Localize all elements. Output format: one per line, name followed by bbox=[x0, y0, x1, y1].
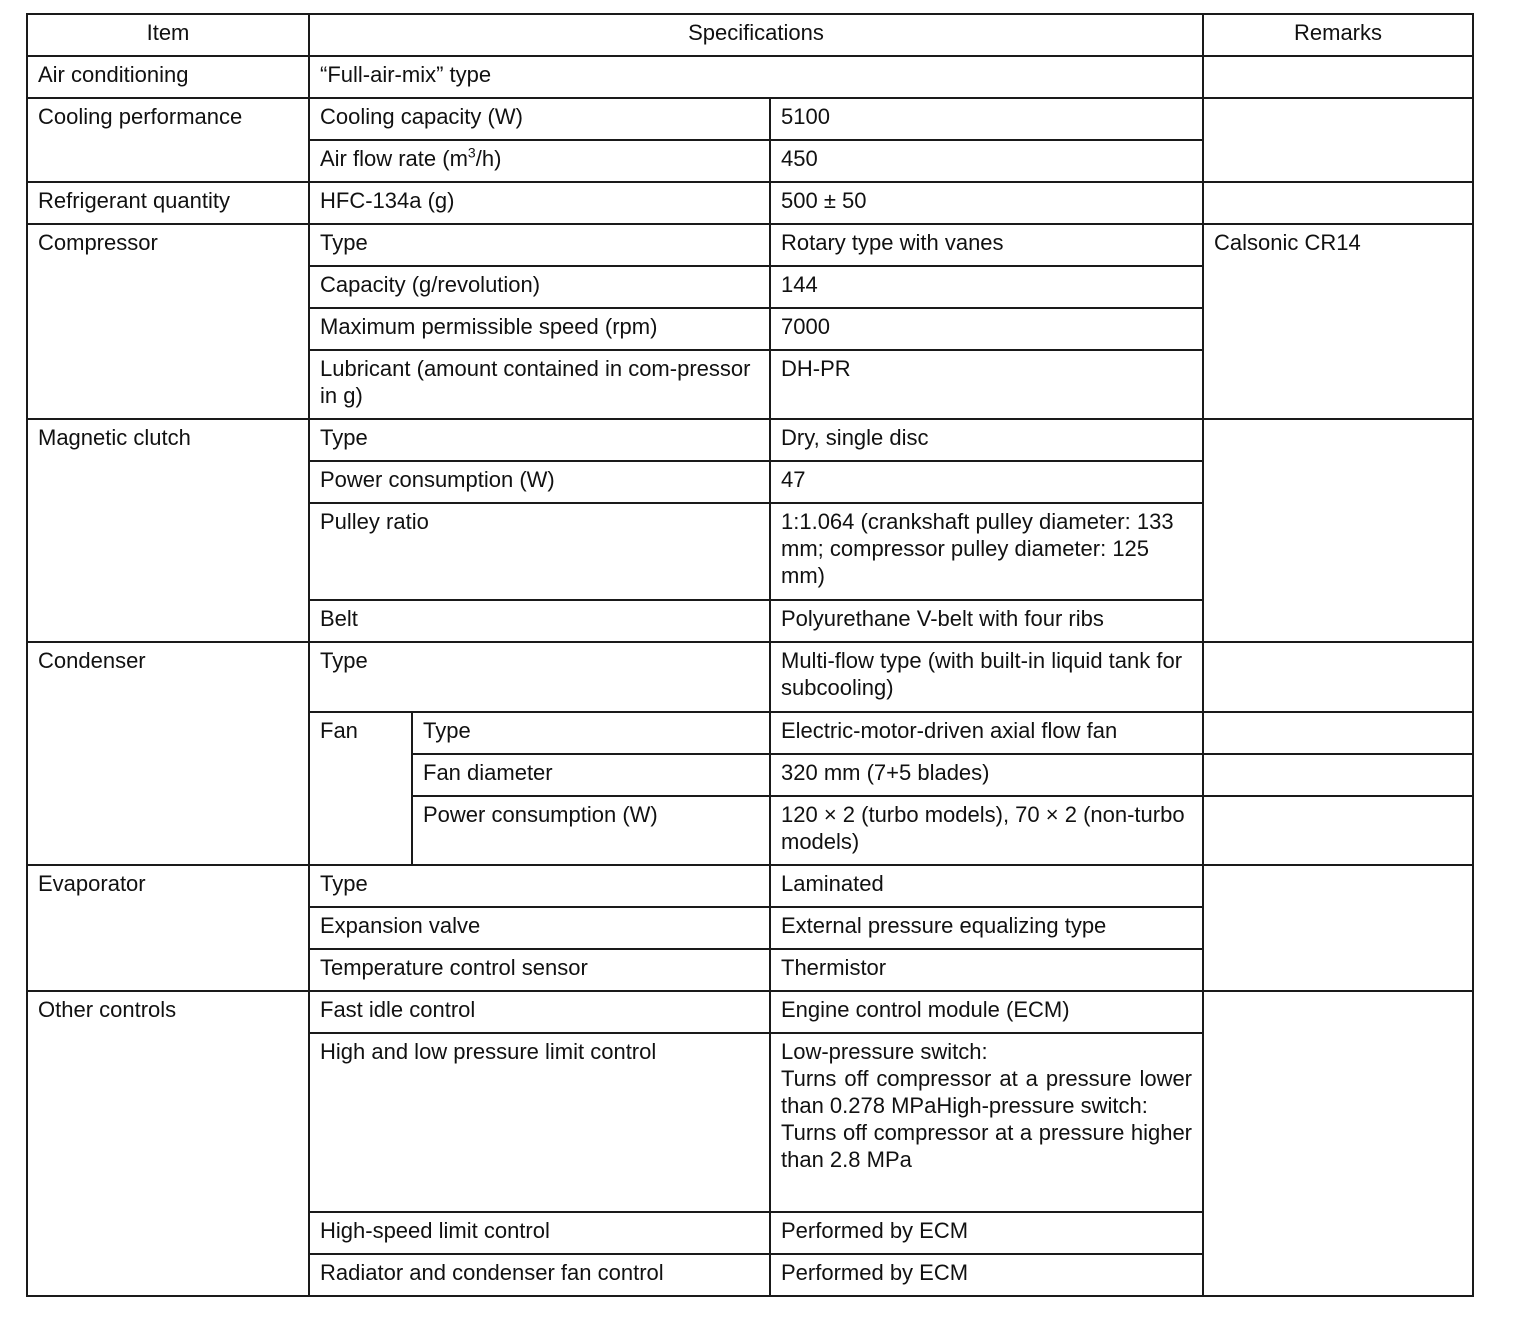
table-row bbox=[27, 865, 1473, 907]
spec-fast-idle-label: Fast idle control bbox=[309, 991, 770, 1033]
remarks-cooling bbox=[1203, 98, 1473, 182]
spec-refrigerant-label: HFC-134a (g) bbox=[309, 182, 770, 224]
spec-evaporator-type-value: Laminated bbox=[770, 865, 1203, 907]
remarks-air-conditioning bbox=[1203, 56, 1473, 98]
spec-evaporator-type-label: Type bbox=[309, 865, 770, 907]
air-flow-label-post: /h) bbox=[475, 146, 502, 171]
high-pressure-switch-text: Turns off compressor at a pressure higher than 2.8 MPa bbox=[781, 1120, 1193, 1172]
spec-expansion-valve-value: External pressure equalizing type bbox=[770, 907, 1203, 949]
remarks-condenser-fan-power bbox=[1203, 796, 1473, 865]
spec-condenser-fan-diameter-value: 320 mm (7+5 blades) bbox=[770, 754, 1203, 796]
air-flow-label-pre: Air flow rate (m bbox=[320, 146, 468, 171]
spec-air-flow-value: 450 bbox=[770, 140, 1203, 182]
spec-clutch-power-label: Power consumption (W) bbox=[309, 461, 770, 503]
table-row bbox=[27, 56, 1473, 98]
spec-condenser-fan-power-value: 120 × 2 (turbo models), 70 × 2 (non-turbo models) bbox=[770, 796, 1203, 865]
spec-condenser-fan-label: Fan bbox=[309, 712, 412, 865]
table-row bbox=[27, 642, 1473, 712]
header-item: Item bbox=[27, 14, 309, 56]
spec-clutch-type-value: Dry, single disc bbox=[770, 419, 1203, 461]
spec-condenser-fan-type-label: Type bbox=[412, 712, 770, 754]
spec-high-speed-limit-label: High-speed limit control bbox=[309, 1212, 770, 1254]
spec-compressor-lubricant-label: Lubricant (amount contained in com-pressor in g) bbox=[309, 350, 770, 419]
table-row bbox=[27, 991, 1473, 1033]
spec-fan-control-label: Radiator and condenser fan control bbox=[309, 1254, 770, 1296]
spec-compressor-speed-value: 7000 bbox=[770, 308, 1203, 350]
spec-compressor-speed-label: Maximum permissible speed (rpm) bbox=[309, 308, 770, 350]
spec-condenser-fan-type-value: Electric-motor-driven axial flow fan bbox=[770, 712, 1203, 754]
item-air-conditioning: Air conditioning bbox=[27, 56, 309, 98]
spec-compressor-lubricant-value: DH-PR bbox=[770, 350, 1203, 419]
item-magnetic-clutch: Magnetic clutch bbox=[27, 419, 309, 642]
low-pressure-switch-title: Low-pressure switch: bbox=[781, 1039, 988, 1064]
table-header-row bbox=[27, 14, 1473, 56]
remarks-condenser-fan-type bbox=[1203, 712, 1473, 754]
spec-clutch-pulley-value: 1:1.064 (crankshaft pulley diameter: 133 mm; compressor pulley diameter: 125 mm) bbox=[770, 503, 1203, 600]
item-cooling-performance: Cooling performance bbox=[27, 98, 309, 182]
spec-clutch-pulley-label: Pulley ratio bbox=[309, 503, 770, 600]
remarks-evaporator bbox=[1203, 865, 1473, 991]
spec-condenser-type-value: Multi-flow type (with built-in liquid tank for subcooling) bbox=[770, 642, 1203, 712]
spec-clutch-type-label: Type bbox=[309, 419, 770, 461]
spec-clutch-belt-value: Polyurethane V-belt with four ribs bbox=[770, 600, 1203, 642]
spec-temperature-sensor-value: Thermistor bbox=[770, 949, 1203, 991]
header-specifications: Specifications bbox=[309, 14, 1203, 56]
item-refrigerant-quantity: Refrigerant quantity bbox=[27, 182, 309, 224]
spec-compressor-type-label: Type bbox=[309, 224, 770, 266]
spec-compressor-capacity-label: Capacity (g/revolution) bbox=[309, 266, 770, 308]
spec-condenser-fan-diameter-label: Fan diameter bbox=[412, 754, 770, 796]
spec-temperature-sensor-label: Temperature control sensor bbox=[309, 949, 770, 991]
spec-air-conditioning: “Full-air-mix” type bbox=[309, 56, 1203, 98]
air-flow-label-sup: 3 bbox=[467, 144, 476, 161]
spec-refrigerant-value: 500 ± 50 bbox=[770, 182, 1203, 224]
spec-condenser-type-label: Type bbox=[309, 642, 770, 712]
spec-compressor-capacity-value: 144 bbox=[770, 266, 1203, 308]
header-remarks: Remarks bbox=[1203, 14, 1473, 56]
remarks-compressor: Calsonic CR14 bbox=[1203, 224, 1473, 419]
spec-clutch-belt-label: Belt bbox=[309, 600, 770, 642]
remarks-condenser-type bbox=[1203, 642, 1473, 712]
remarks-magnetic-clutch bbox=[1203, 419, 1473, 642]
spec-air-flow-label bbox=[309, 140, 770, 182]
spec-condenser-fan-power-label: Power consumption (W) bbox=[412, 796, 770, 865]
spec-pressure-limit-label: High and low pressure limit control bbox=[309, 1033, 770, 1212]
item-condenser: Condenser bbox=[27, 642, 309, 865]
table-row bbox=[27, 98, 1473, 140]
table-row bbox=[27, 224, 1473, 266]
remarks-other-controls bbox=[1203, 991, 1473, 1296]
table-row bbox=[27, 419, 1473, 461]
spec-fast-idle-value: Engine control module (ECM) bbox=[770, 991, 1203, 1033]
spec-compressor-type-value: Rotary type with vanes bbox=[770, 224, 1203, 266]
spec-high-speed-limit-value: Performed by ECM bbox=[770, 1212, 1203, 1254]
item-compressor: Compressor bbox=[27, 224, 309, 419]
spec-fan-control-value: Performed by ECM bbox=[770, 1254, 1203, 1296]
spec-cooling-capacity-value: 5100 bbox=[770, 98, 1203, 140]
item-evaporator: Evaporator bbox=[27, 865, 309, 991]
table-row bbox=[27, 182, 1473, 224]
specifications-table bbox=[26, 13, 1474, 1297]
remarks-refrigerant bbox=[1203, 182, 1473, 224]
spec-clutch-power-value: 47 bbox=[770, 461, 1203, 503]
spec-cooling-capacity-label: Cooling capacity (W) bbox=[309, 98, 770, 140]
low-pressure-switch-text: Turns off compressor at a pressure lower than 0.278 MPaHigh-pressure switch: bbox=[781, 1066, 1193, 1118]
item-other-controls: Other controls bbox=[27, 991, 309, 1296]
remarks-condenser-fan-diameter bbox=[1203, 754, 1473, 796]
spec-expansion-valve-label: Expansion valve bbox=[309, 907, 770, 949]
spec-pressure-limit-value bbox=[770, 1033, 1203, 1212]
